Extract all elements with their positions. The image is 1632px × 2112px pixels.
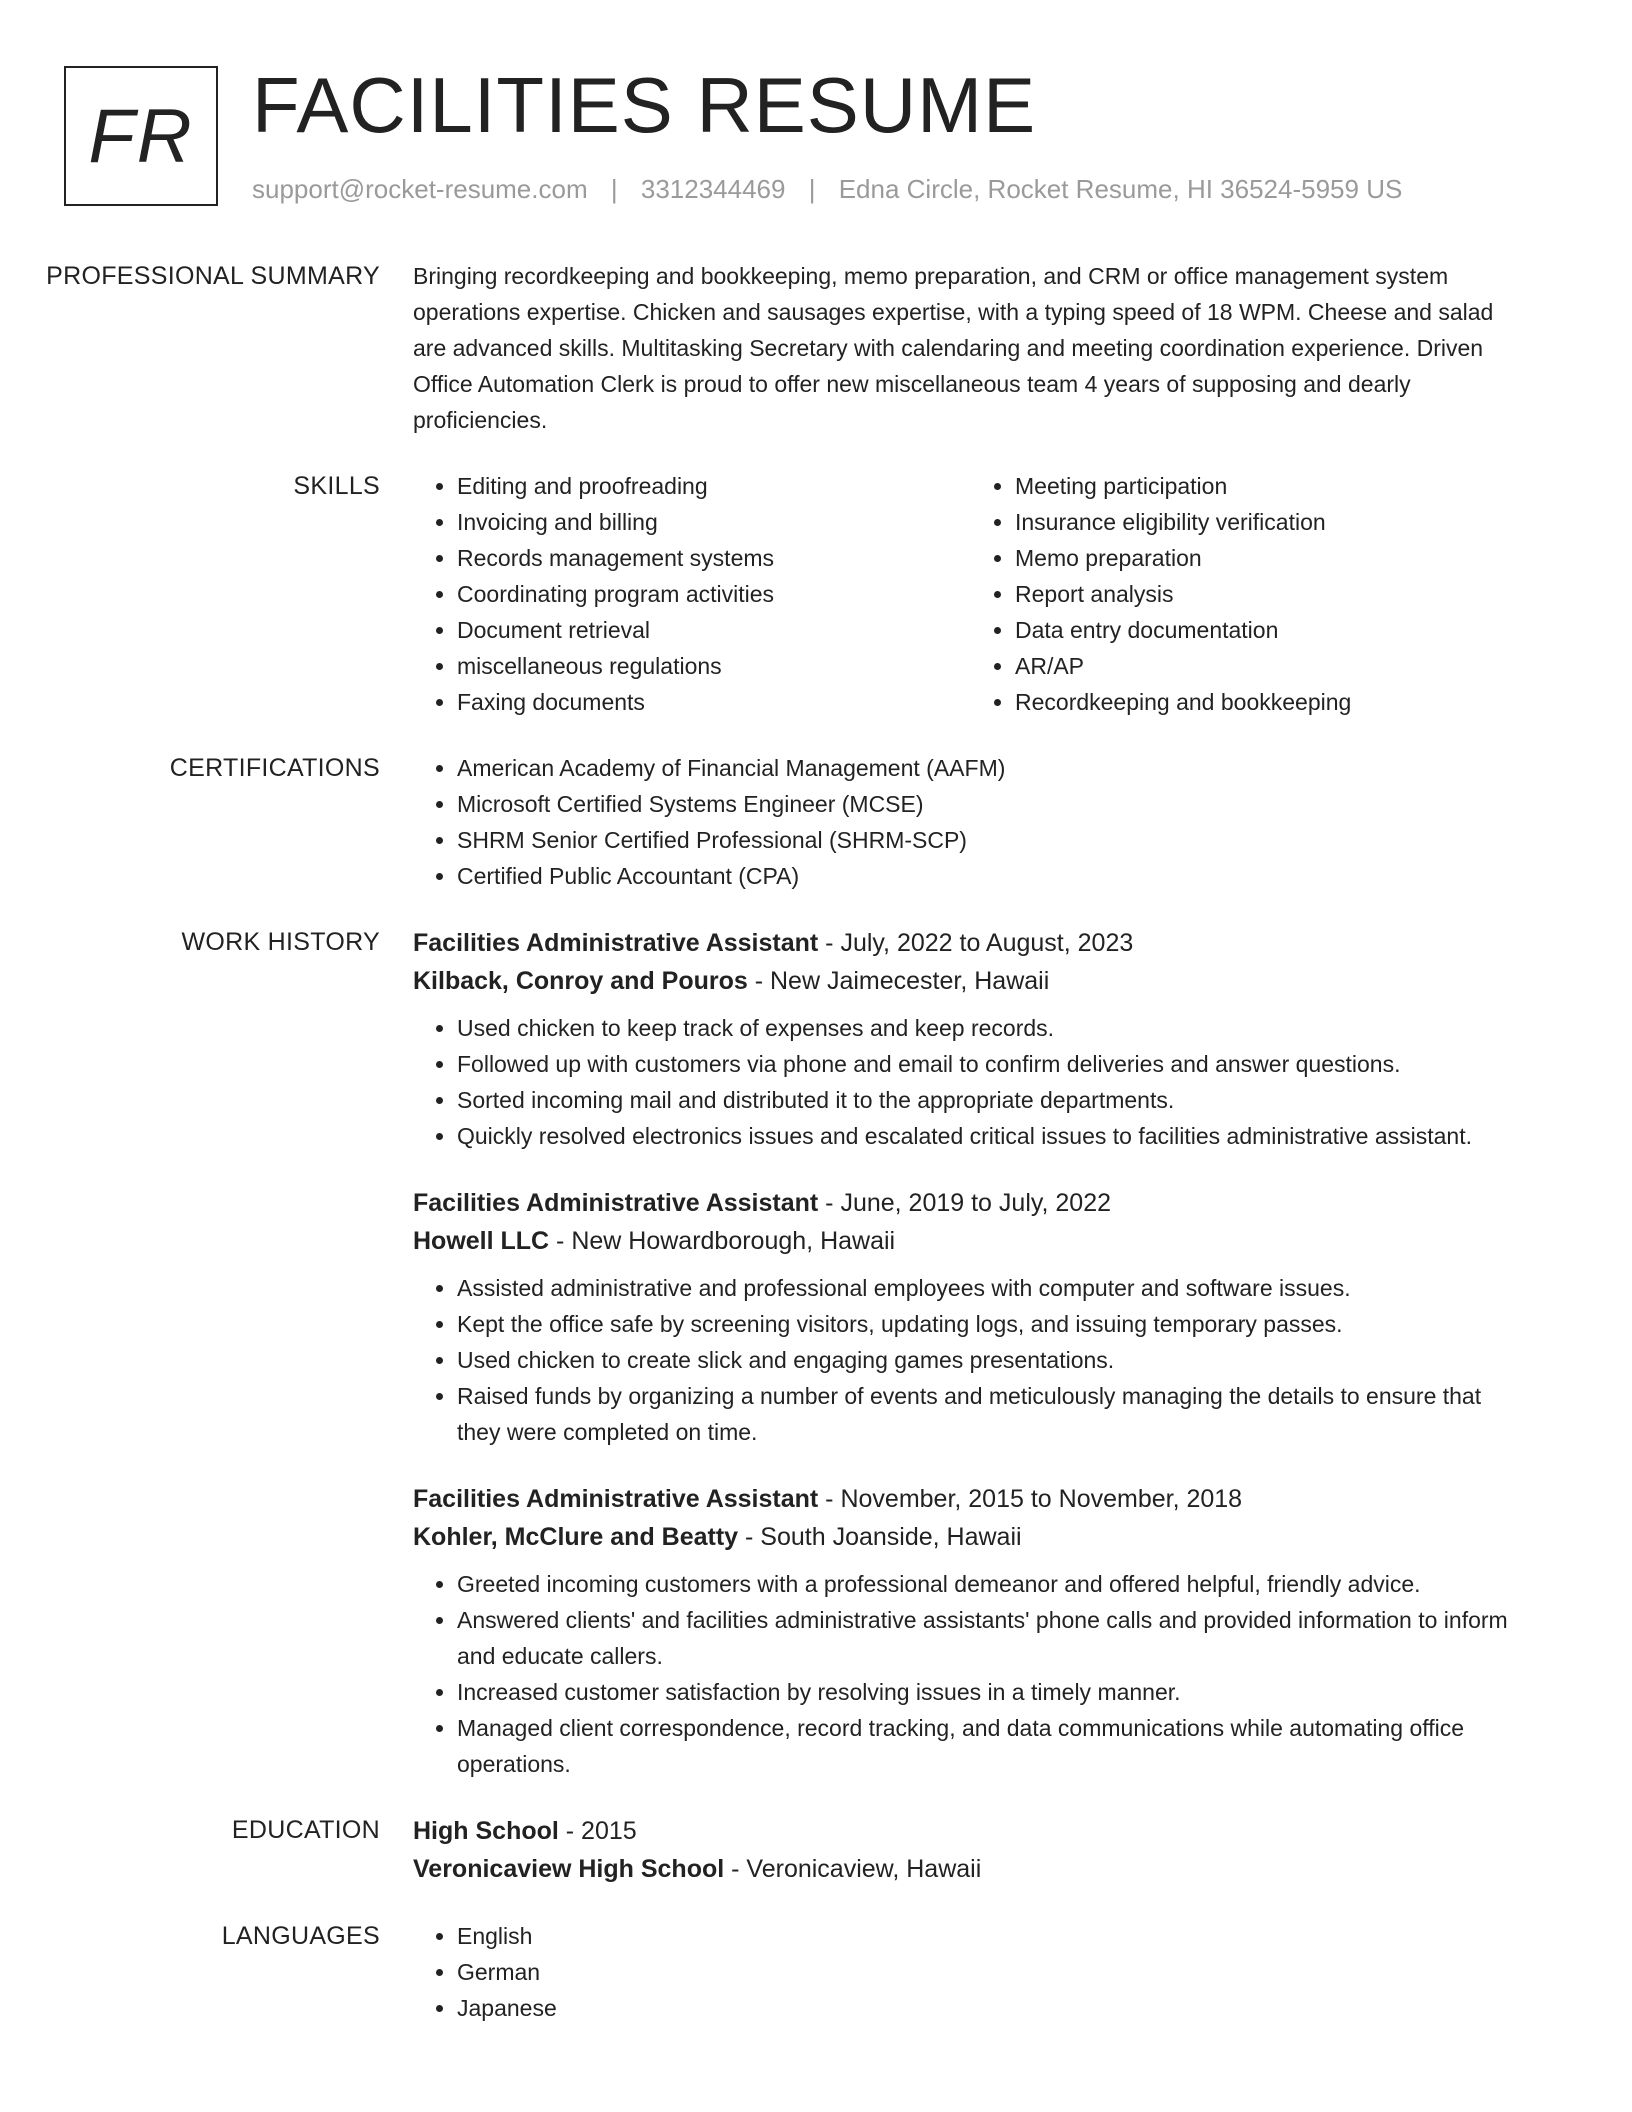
education-location: - Veronicaview, Hawaii bbox=[724, 1855, 982, 1883]
job-title: Facilities Administrative Assistant bbox=[413, 1189, 819, 1217]
job-dates: - July, 2022 to August, 2023 bbox=[818, 929, 1134, 957]
skill-item: • Meeting participation bbox=[1015, 468, 1529, 504]
job-bullet: • Kept the office safe by screening visitors, updating logs, and issuing temporary passes. bbox=[457, 1306, 1529, 1342]
job-bullet: • Managed client correspondence, record tracking, and data communications while automating office operations. bbox=[457, 1710, 1529, 1782]
job-bullets bbox=[413, 1566, 1529, 1782]
skills-columns bbox=[413, 468, 1529, 720]
job-company: Kilback, Conroy and Pouros bbox=[413, 967, 748, 995]
education-degree: High School bbox=[413, 1817, 559, 1845]
monogram-badge: FR bbox=[64, 66, 218, 206]
job-bullet: • Used chicken to keep track of expenses and keep records. bbox=[457, 1010, 1529, 1046]
job-title-line bbox=[413, 1184, 1529, 1222]
section-label-skills: SKILLS bbox=[293, 472, 380, 500]
job-dates: - June, 2019 to July, 2022 bbox=[818, 1189, 1112, 1217]
job-title-line bbox=[413, 1480, 1529, 1518]
section-label-certifications: CERTIFICATIONS bbox=[169, 754, 380, 782]
job-bullet: • Used chicken to create slick and engaging games presentations. bbox=[457, 1342, 1529, 1378]
job-title: Facilities Administrative Assistant bbox=[413, 1485, 819, 1513]
skill-item: • Data entry documentation bbox=[1015, 612, 1529, 648]
contact-phone[interactable]: 3312344469 bbox=[640, 174, 786, 204]
resume-title: FACILITIES RESUME bbox=[252, 61, 1037, 149]
job-company-line bbox=[413, 1222, 1529, 1260]
education-section bbox=[0, 1812, 1632, 1888]
work-history-section bbox=[0, 924, 1632, 1782]
certifications-section bbox=[0, 750, 1632, 894]
skill-item: • Records management systems bbox=[457, 540, 971, 576]
language-item: • Japanese bbox=[457, 1990, 1529, 2026]
job-bullet: • Answered clients' and facilities administrative assistants' phone calls and provided information to inform and educate callers. bbox=[457, 1602, 1529, 1674]
education-school-line bbox=[413, 1850, 1529, 1888]
job-entry bbox=[413, 924, 1529, 1154]
education-year: - 2015 bbox=[558, 1817, 637, 1845]
skill-item: • Report analysis bbox=[1015, 576, 1529, 612]
contact-separator: | bbox=[808, 174, 816, 204]
job-location: - New Jaimecester, Hawaii bbox=[747, 967, 1050, 995]
education-degree-line bbox=[413, 1812, 1529, 1850]
summary-text: Bringing recordkeeping and bookkeeping, memo preparation, and CRM or office management system operations expertise. Chicken and sausages expertise, with a typing speed of 18 WPM. Cheese and salad are advanced skills. Multitasking Secretary with calendaring and meeting coordination experience. Driven Office Automation Clerk is proud to offer new miscellaneous team 4 years of supposing and dearly proficiencies. bbox=[413, 263, 1494, 433]
job-company-line bbox=[413, 962, 1529, 1000]
job-location: - South Joanside, Hawaii bbox=[738, 1523, 1022, 1551]
education-body bbox=[413, 1812, 1529, 1888]
job-company: Kohler, McClure and Beatty bbox=[413, 1523, 739, 1551]
job-location: - New Howardborough, Hawaii bbox=[549, 1227, 896, 1255]
job-bullet: • Greeted incoming customers with a professional demeanor and offered helpful, friendly advice. bbox=[457, 1566, 1529, 1602]
section-label-education: EDUCATION bbox=[231, 1816, 380, 1844]
skill-item: • Recordkeeping and bookkeeping bbox=[1015, 684, 1529, 720]
job-bullets bbox=[413, 1270, 1529, 1450]
work-history-body bbox=[413, 924, 1529, 1782]
skills-list-right bbox=[971, 468, 1529, 720]
section-label-summary: PROFESSIONAL SUMMARY bbox=[46, 262, 380, 290]
contact-address: Edna Circle, Rocket Resume, HI 36524-5959 US bbox=[838, 174, 1403, 204]
section-label-languages: LANGUAGES bbox=[221, 1922, 380, 1950]
job-bullet: • Assisted administrative and professional employees with computer and software issues. bbox=[457, 1270, 1529, 1306]
skill-item: • Faxing documents bbox=[457, 684, 971, 720]
job-entry bbox=[413, 1184, 1529, 1450]
language-item: • German bbox=[457, 1954, 1529, 1990]
job-company: Howell LLC bbox=[413, 1227, 550, 1255]
skill-item: • Insurance eligibility verification bbox=[1015, 504, 1529, 540]
skill-item: • Editing and proofreading bbox=[457, 468, 971, 504]
job-bullet: • Raised funds by organizing a number of events and meticulously managing the details to ensure that they were completed on time. bbox=[457, 1378, 1529, 1450]
summary-section bbox=[0, 258, 1632, 438]
skills-list-left bbox=[413, 468, 971, 720]
job-company-line bbox=[413, 1518, 1529, 1556]
job-bullet: • Quickly resolved electronics issues and escalated critical issues to facilities administrative assistant. bbox=[457, 1118, 1529, 1154]
skills-section bbox=[0, 468, 1632, 720]
certification-item: • Microsoft Certified Systems Engineer (MCSE) bbox=[457, 786, 1529, 822]
job-bullets bbox=[413, 1010, 1529, 1154]
skill-item: • Invoicing and billing bbox=[457, 504, 971, 540]
certification-item: • SHRM Senior Certified Professional (SHRM-SCP) bbox=[457, 822, 1529, 858]
languages-body bbox=[413, 1918, 1529, 2026]
language-item: • English bbox=[457, 1918, 1529, 1954]
job-entry bbox=[413, 1480, 1529, 1782]
skill-item: • Coordinating program activities bbox=[457, 576, 971, 612]
job-title-line bbox=[413, 924, 1529, 962]
skill-item: • Memo preparation bbox=[1015, 540, 1529, 576]
job-title: Facilities Administrative Assistant bbox=[413, 929, 819, 957]
job-dates: - November, 2015 to November, 2018 bbox=[818, 1485, 1243, 1513]
languages-list bbox=[413, 1918, 1529, 2026]
education-school: Veronicaview High School bbox=[413, 1855, 725, 1883]
job-bullet: • Sorted incoming mail and distributed it to the appropriate departments. bbox=[457, 1082, 1529, 1118]
contact-line bbox=[252, 174, 1402, 205]
skill-item: • miscellaneous regulations bbox=[457, 648, 971, 684]
skill-item: • AR/AP bbox=[1015, 648, 1529, 684]
section-label-work-history: WORK HISTORY bbox=[181, 928, 380, 956]
resume-content bbox=[0, 258, 1632, 2056]
job-bullet: • Increased customer satisfaction by resolving issues in a timely manner. bbox=[457, 1674, 1529, 1710]
certifications-list bbox=[413, 750, 1529, 894]
resume-header bbox=[64, 61, 1584, 216]
contact-separator: | bbox=[610, 174, 618, 204]
languages-section bbox=[0, 1918, 1632, 2026]
contact-email[interactable]: support@rocket-resume.com bbox=[252, 174, 588, 204]
certifications-body bbox=[413, 750, 1529, 894]
certification-item: • Certified Public Accountant (CPA) bbox=[457, 858, 1529, 894]
job-bullet: • Followed up with customers via phone and email to confirm deliveries and answer questions. bbox=[457, 1046, 1529, 1082]
skill-item: • Document retrieval bbox=[457, 612, 971, 648]
certification-item: • American Academy of Financial Management (AAFM) bbox=[457, 750, 1529, 786]
